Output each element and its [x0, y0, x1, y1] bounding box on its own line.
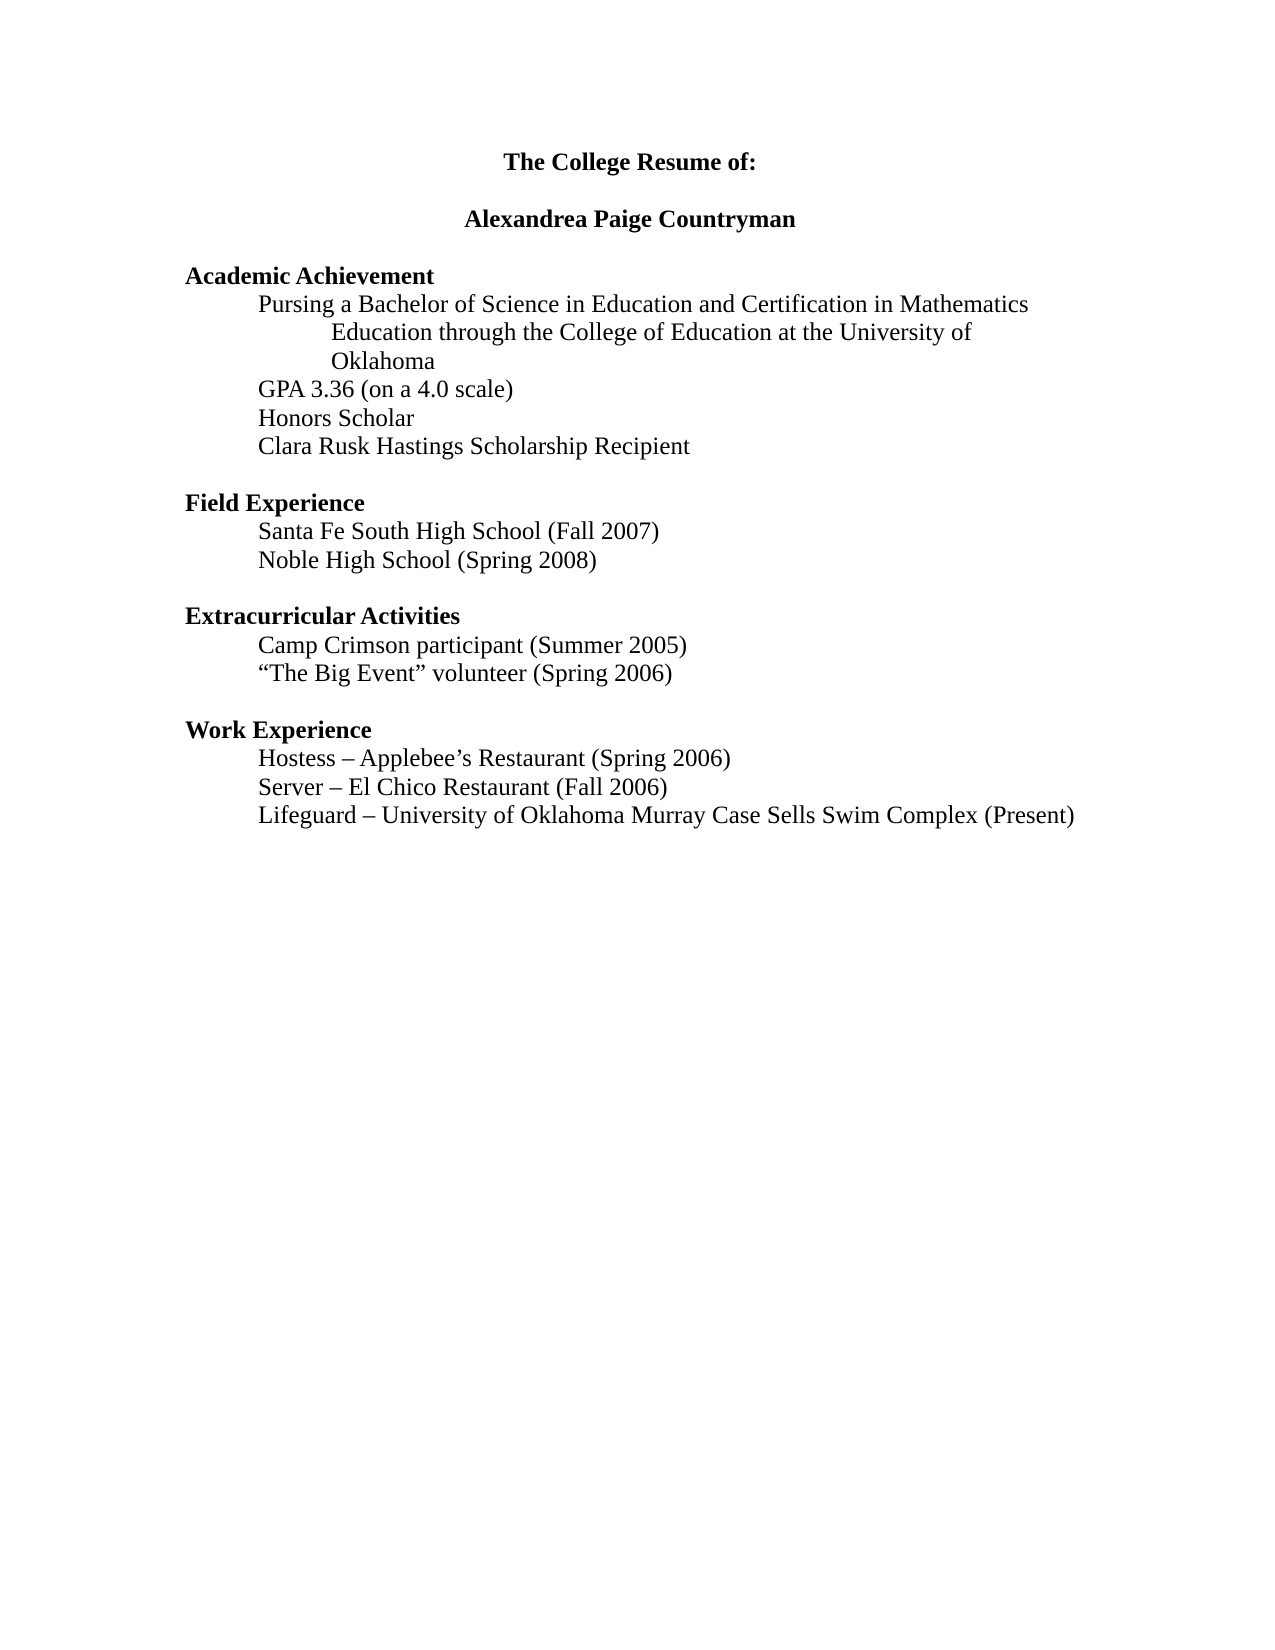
- list-item: Lifeguard – University of Oklahoma Murray Case Sells Swim Complex (Present): [258, 802, 1075, 830]
- section-work-experience: [185, 717, 1075, 831]
- section-academic: [185, 263, 1075, 462]
- section-heading: Work Experience: [185, 717, 372, 745]
- list-item: Noble High School (Spring 2008): [258, 546, 597, 574]
- section-heading: Academic Achievement: [185, 262, 435, 290]
- resume-title: The College Resume of:: [503, 149, 757, 176]
- resume-page: [185, 149, 1075, 831]
- list-item: Clara Rusk Hastings Scholarship Recipient: [258, 433, 690, 461]
- list-item: Pursing a Bachelor of Science in Education and Certification in Mathematics Education through the College of Education at the University of Oklahoma: [258, 291, 1029, 375]
- section-heading: Field Experience: [185, 489, 365, 517]
- list-item: GPA 3.36 (on a 4.0 scale): [258, 376, 514, 404]
- candidate-name: Alexandrea Paige Countryman: [464, 205, 796, 233]
- section-extracurricular: [185, 603, 1075, 688]
- list-item: “The Big Event” volunteer (Spring 2006): [258, 660, 673, 688]
- list-item: Hostess – Applebee’s Restaurant (Spring 2006): [258, 745, 731, 773]
- section-heading: Extracurricular Activities: [185, 603, 461, 631]
- list-item: Camp Crimson participant (Summer 2005): [258, 631, 688, 659]
- section-field-experience: [185, 490, 1075, 575]
- list-item: Santa Fe South High School (Fall 2007): [258, 518, 660, 546]
- list-item: Server – El Chico Restaurant (Fall 2006): [258, 773, 668, 801]
- list-item: Honors Scholar: [258, 404, 415, 432]
